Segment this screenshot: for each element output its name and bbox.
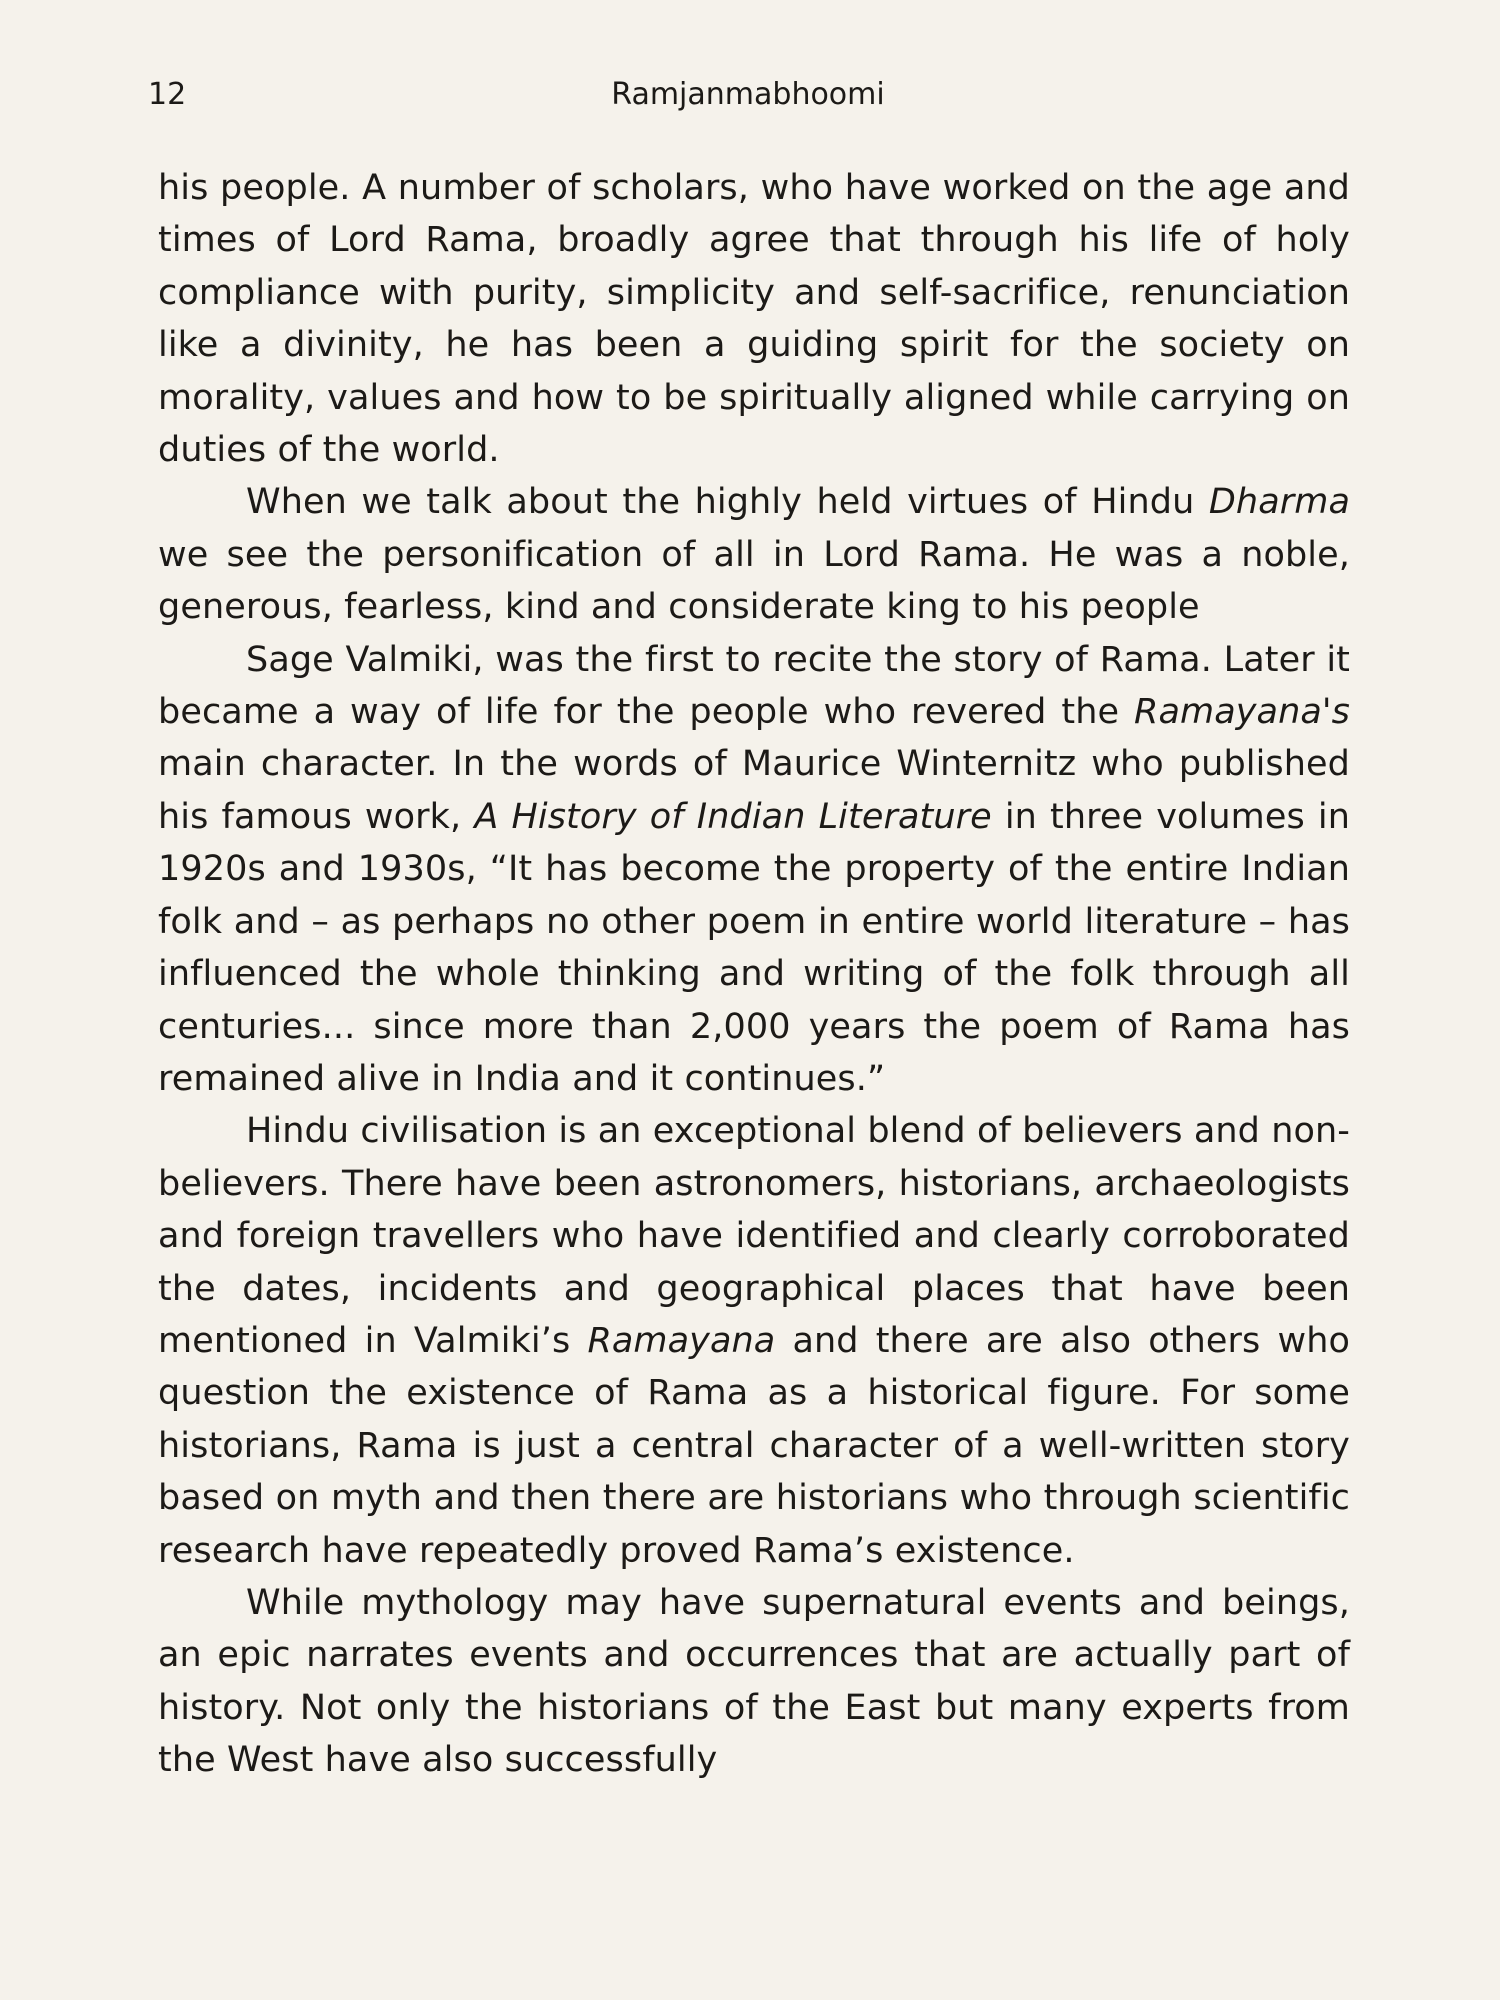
italic-ramayana: Ramayana	[587, 1320, 776, 1361]
paragraph-3-text-b: main character. In the words of Maurice Winternitz who published his famous work,	[158, 744, 1350, 837]
italic-ramayanas: Ramayana's	[1134, 692, 1350, 733]
paragraph-2-text-b: we see the personification of all in Lord Rama. He was a noble, generous, fearless, kind and considerate king to his people	[158, 534, 1350, 628]
paragraph-1-text: his people. A number of scholars, who have worked on the age and times of Lord Rama, broadly agree that through his life of holy compliance with purity, simplicity and self-sacrifice, renunciation like a divinity, he has been a guiding spirit for the society on morality, values and how to be spiritually aligned while carrying on duties of the world.	[158, 168, 1350, 471]
paragraph-3-text-a: Sage Valmiki, was the first to recite the story of Rama. Later it became a way of life for the people who revered the	[158, 639, 1350, 733]
running-head	[148, 70, 1348, 120]
italic-dharma: Dharma	[1208, 482, 1350, 523]
paragraph-3	[158, 634, 1350, 1106]
paragraph-4	[158, 1105, 1350, 1577]
book-title: Ramjanmabhoomi	[611, 77, 885, 112]
italic-book-title: A History of Indian Literature	[474, 796, 992, 837]
paragraph-4-text-b: and there are also others who question the existence of Rama as a historical figure. For some historians, Rama is just a central character of a well-written story based on myth and then there are historians who through scientific research have repeatedly proved Rama’s existence.	[158, 1320, 1350, 1571]
paragraph-5-text: While mythology may have supernatural events and beings, an epic narrates events and occurrences that are actually part of history. Not only the historians of the East but many experts from the West have also successfully	[158, 1582, 1350, 1781]
body-text	[158, 162, 1350, 1787]
paragraph-3-text-c: in three volumes in 1920s and 1930s, “It has become the property of the entire Indian folk and – as perhaps no other poem in entire world literature – has influenced the whole thinking and writing of the folk through all centuries... since more than 2,000 years the poem of Rama has remained alive in India and it continues.”	[158, 796, 1350, 1099]
paragraph-4-text-a: Hindu civilisation is an exceptional blend of believers and non-believers. There have been astronomers, historians, archaeologists and foreign travellers who have identified and clearly corroborated the dates, incidents and geographical places that have been mentioned in Valmiki’s	[158, 1111, 1351, 1361]
paragraph-1	[158, 162, 1350, 476]
paragraph-2-text-a: When we talk about the highly held virtues of Hindu	[246, 482, 1209, 523]
paragraph-5	[158, 1577, 1350, 1787]
page-number: 12	[148, 77, 187, 112]
paragraph-2	[158, 476, 1350, 633]
